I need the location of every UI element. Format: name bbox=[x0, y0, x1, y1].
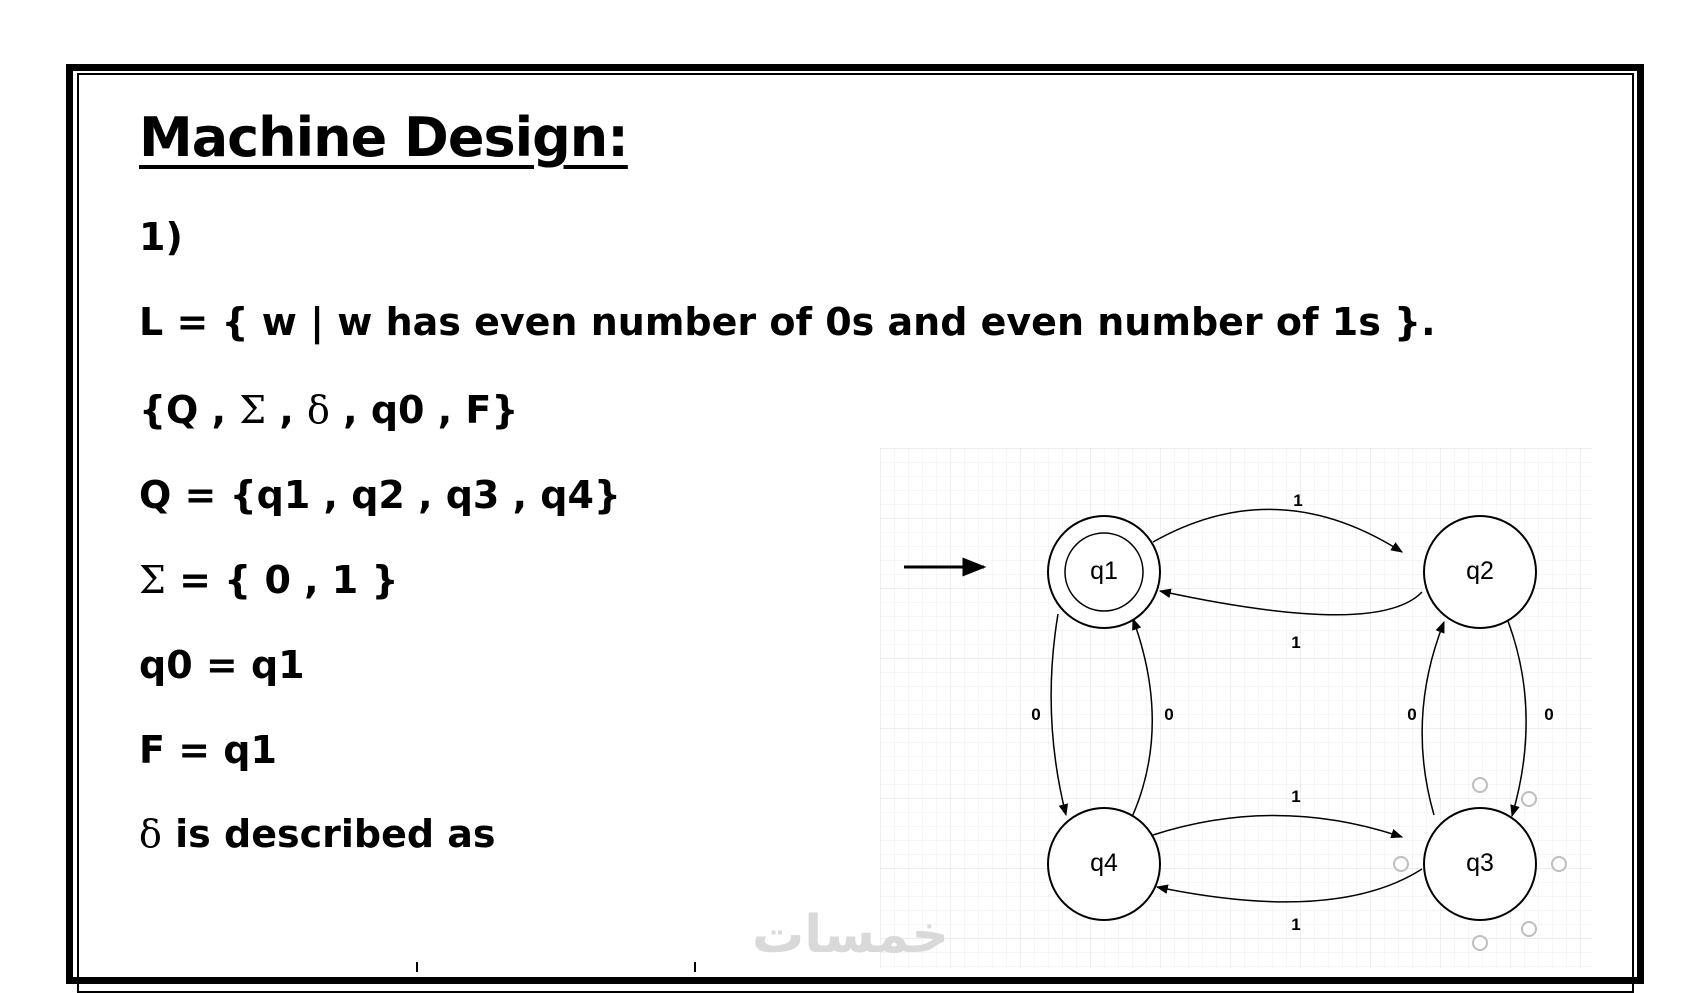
delta-symbol: δ bbox=[307, 388, 330, 432]
state-label-q1: q1 bbox=[1090, 557, 1118, 585]
dfa-state-diagram bbox=[880, 448, 1592, 968]
question-number: 1) bbox=[139, 215, 183, 259]
watermark-logo: خمسات bbox=[752, 905, 950, 965]
start-state-definition: q0 = q1 bbox=[139, 643, 305, 687]
state-label-q3: q3 bbox=[1466, 849, 1494, 877]
label-q1-q2: 1 bbox=[1293, 491, 1303, 510]
label-q2-q1: 1 bbox=[1291, 633, 1301, 652]
tuple-definition bbox=[139, 388, 518, 432]
state-q4 bbox=[1048, 808, 1160, 920]
transition-description bbox=[139, 812, 496, 856]
label-q4-q1: 0 bbox=[1164, 705, 1174, 724]
alphabet-rest: = { 0 , 1 } bbox=[165, 558, 399, 602]
state-q3 bbox=[1424, 808, 1536, 920]
sigma-symbol: Σ bbox=[139, 558, 166, 602]
delta-symbol: δ bbox=[139, 812, 162, 856]
label-q3-q2: 0 bbox=[1407, 705, 1417, 724]
tuple-open: {Q , bbox=[139, 388, 240, 432]
tuple-sep: , bbox=[266, 388, 308, 432]
page-title: Machine Design: bbox=[139, 106, 628, 169]
tuple-rest: , q0 , F} bbox=[329, 388, 519, 432]
states-definition: Q = {q1 , q2 , q3 , q4} bbox=[139, 473, 621, 517]
state-label-q4: q4 bbox=[1090, 849, 1118, 877]
state-q2 bbox=[1424, 516, 1536, 628]
state-q1 bbox=[1048, 516, 1160, 628]
label-q2-q3: 0 bbox=[1544, 705, 1554, 724]
label-q3-q4: 1 bbox=[1291, 915, 1301, 934]
label-q4-q3: 1 bbox=[1291, 787, 1301, 806]
state-label-q2: q2 bbox=[1466, 557, 1494, 585]
table-border-tick bbox=[694, 962, 696, 972]
language-definition: L = { w | w has even number of 0s and even number of 1s }. bbox=[139, 300, 1436, 344]
alphabet-definition bbox=[139, 558, 399, 602]
label-q1-q4: 0 bbox=[1031, 705, 1041, 724]
table-border-tick bbox=[416, 962, 418, 972]
transition-description-text: is described as bbox=[161, 812, 496, 856]
sigma-symbol: Σ bbox=[239, 388, 267, 432]
final-state-definition: F = q1 bbox=[139, 728, 277, 772]
